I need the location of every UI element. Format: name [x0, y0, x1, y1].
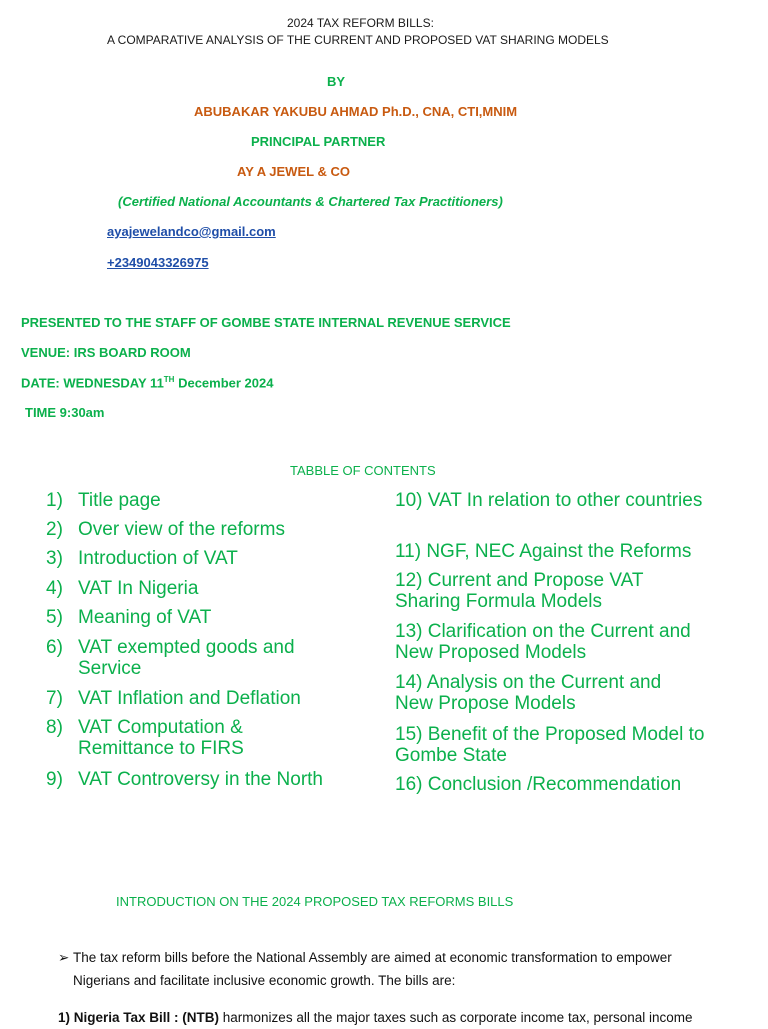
toc-item-number: 5) — [46, 607, 63, 628]
author-position: PRINCIPAL PARTNER — [251, 134, 386, 149]
intro-heading: INTRODUCTION ON THE 2024 PROPOSED TAX REFORMS BILLS — [116, 894, 514, 909]
toc-item-number: 4) — [46, 578, 63, 599]
toc-item-number: 3) — [46, 548, 63, 569]
item-label: 1) Nigeria Tax Bill : (NTB) — [58, 1010, 220, 1025]
toc-item-text: Meaning of VAT — [78, 607, 212, 628]
bullet-line: Nigerians and facilitate inclusive economic growth. The bills are: — [73, 973, 456, 988]
venue: VENUE: IRS BOARD ROOM — [21, 345, 191, 360]
toc-item-text: VAT In Nigeria — [78, 578, 199, 599]
date — [21, 375, 273, 390]
toc-item-number: 7) — [46, 688, 63, 709]
by-label: BY — [327, 74, 346, 89]
toc-item-text: VAT Controversy in the North — [78, 769, 323, 790]
toc-item: 11) NGF, NEC Against the Reforms — [395, 541, 692, 562]
toc-item — [46, 548, 366, 570]
author-name: ABUBAKAR YAKUBU AHMAD Ph.D., CNA, CTI,MNIM — [194, 104, 518, 119]
toc-item: 13) Clarification on the Current and New Proposed Models — [395, 621, 691, 663]
doc-title-line2: A COMPARATIVE ANALYSIS OF THE CURRENT AND PROPOSED VAT SHARING MODELS — [107, 33, 609, 47]
toc-item: 12) Current and Propose VAT Sharing Formula Models — [395, 570, 644, 612]
toc-item-text: VAT Inflation and Deflation — [78, 688, 301, 709]
arrow-bullet-icon: ➢ — [58, 950, 70, 965]
email-link[interactable]: ayajewelandco@gmail.com — [107, 224, 276, 239]
toc-item-text: Introduction of VAT — [78, 548, 238, 569]
toc-item — [46, 578, 366, 600]
intro-item-1 — [58, 1006, 693, 1029]
toc-item — [46, 717, 366, 761]
toc-item — [46, 607, 366, 629]
toc-item: 15) Benefit of the Proposed Model to Gombe State — [395, 724, 705, 766]
phone-link[interactable]: +2349043326975 — [107, 255, 209, 270]
toc-item — [46, 637, 366, 681]
toc-item-number: 9) — [46, 769, 63, 790]
time: TIME 9:30am — [25, 405, 105, 420]
date-suffix: December 2024 — [174, 375, 274, 391]
toc-item — [46, 688, 366, 710]
firm-description: (Certified National Accountants & Chartered Tax Practitioners) — [118, 194, 503, 209]
date-prefix: DATE: WEDNESDAY 11 — [21, 375, 164, 391]
presented-to: PRESENTED TO THE STAFF OF GOMBE STATE INTERNAL REVENUE SERVICE — [21, 315, 511, 330]
toc-item: 16) Conclusion /Recommendation — [395, 774, 682, 795]
toc-item — [46, 519, 366, 541]
toc-item-number: 1) — [46, 490, 63, 511]
toc-item: 14) Analysis on the Current and New Propose Models — [395, 672, 662, 714]
toc-item: 10) VAT In relation to other countries — [395, 490, 703, 511]
toc-item-number: 8) — [46, 717, 63, 738]
firm-name: AY A JEWEL & CO — [237, 164, 350, 179]
toc-item-text: Title page — [78, 490, 161, 511]
toc-item-number: 6) — [46, 637, 63, 658]
doc-title-line1: 2024 TAX REFORM BILLS: — [287, 16, 434, 30]
toc-item-text: VAT Computation & Remittance to FIRS — [78, 717, 244, 759]
toc-item-number: 2) — [46, 519, 63, 540]
toc-item-text: Over view of the reforms — [78, 519, 285, 540]
item-text: harmonizes all the major taxes such as corporate income tax, personal income — [219, 1010, 693, 1025]
toc-heading: TABBLE OF CONTENTS — [290, 463, 436, 478]
toc-item — [46, 769, 366, 791]
toc-item — [46, 490, 366, 512]
date-superscript: TH — [163, 375, 175, 384]
toc-item-text: VAT exempted goods and Service — [78, 637, 295, 679]
bullet-line: The tax reform bills before the National Assembly are aimed at economic transformation to empower — [73, 950, 672, 965]
